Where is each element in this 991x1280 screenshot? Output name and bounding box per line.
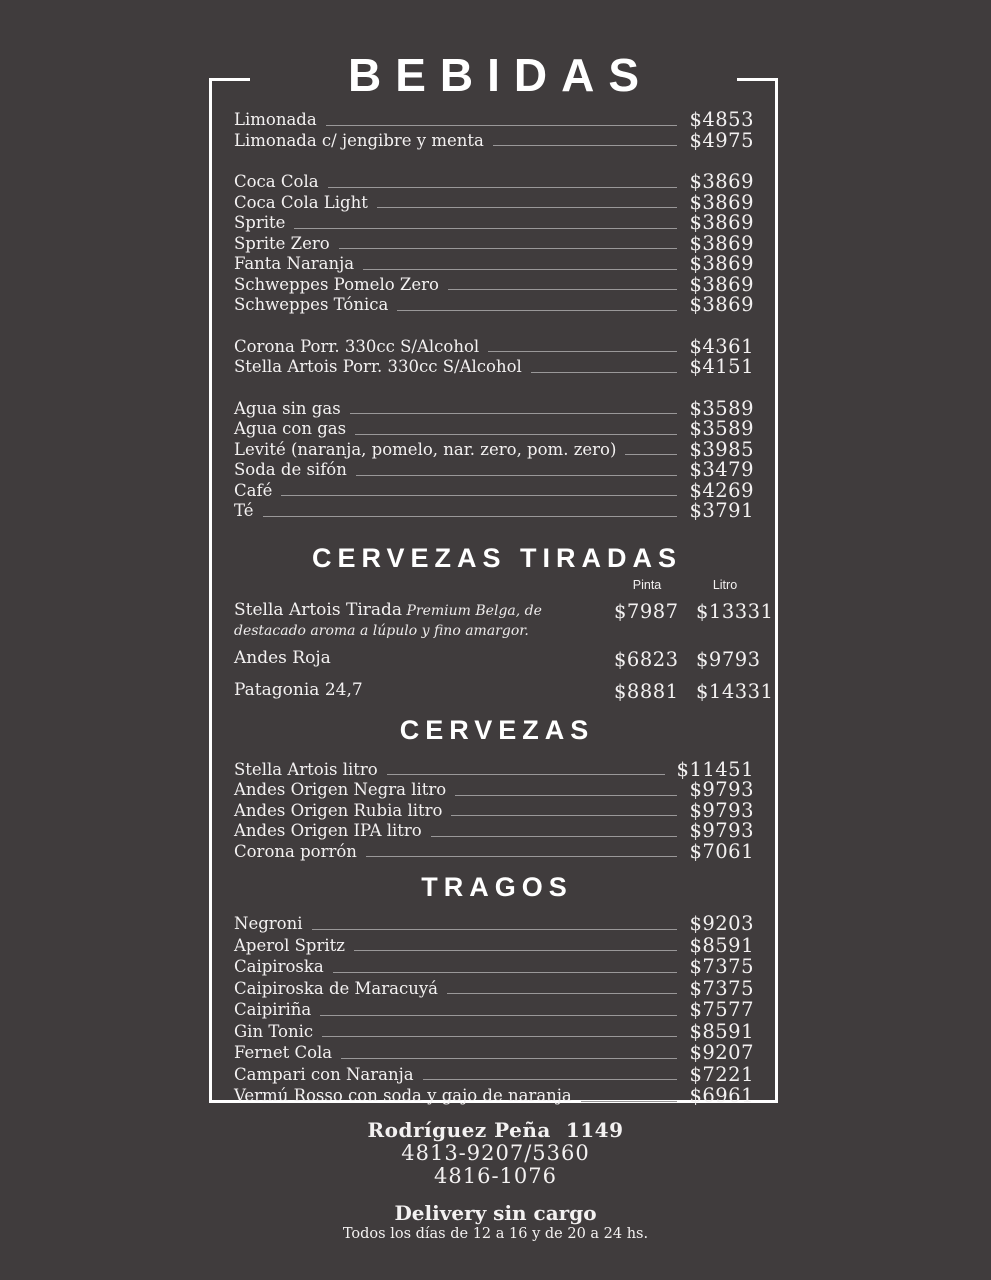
item-price: $7375: [689, 955, 754, 978]
leader-line: [341, 1058, 677, 1059]
menu-item-row: [234, 935, 754, 957]
item-name-cell: [234, 680, 598, 700]
item-price: $3479: [689, 458, 754, 481]
item-price-pinta: $6823: [614, 647, 679, 671]
menu-item-row: [234, 599, 774, 639]
item-price: $11451: [676, 757, 754, 781]
menu-item-row: [234, 190, 754, 214]
item-name: Soda de sifón: [234, 460, 347, 479]
leader-line: [493, 145, 678, 146]
footer-phone-1: 4813-9207/5360: [401, 1141, 590, 1165]
item-price: $3791: [689, 499, 754, 522]
menu-item-row: [234, 821, 754, 842]
leader-line: [531, 372, 678, 373]
item-price: $4853: [689, 108, 754, 131]
leader-line: [423, 1079, 678, 1080]
column-header-pinta: Pinta: [632, 577, 662, 592]
item-price: $7577: [689, 998, 754, 1021]
item-name: Limonada c/ jengibre y menta: [234, 130, 484, 150]
leader-line: [281, 495, 677, 496]
leader-line: [377, 207, 678, 208]
item-price-pinta: $7987: [614, 599, 679, 623]
leader-line: [356, 475, 678, 476]
menu-item-row: [234, 913, 754, 935]
section-cervezas: [234, 715, 754, 863]
menu-item-row: [234, 419, 754, 440]
footer: [0, 1118, 991, 1242]
leader-line: [625, 454, 677, 455]
leader-line: [451, 815, 677, 816]
item-price: $4151: [689, 355, 754, 378]
menu-item-row: [234, 999, 754, 1021]
item-name: Caipiriña: [234, 1000, 312, 1019]
menu-item-row: [234, 647, 761, 671]
menu-item-row: [234, 295, 754, 316]
item-name: Sprite Zero: [234, 233, 330, 253]
item-name: Corona porrón: [234, 841, 357, 861]
column-header-litro: Litro: [712, 577, 738, 592]
menu-item-row: [234, 396, 754, 420]
cervezas-items: [234, 757, 754, 863]
item-price: $3869: [689, 211, 754, 234]
item-name: Andes Origen Rubia litro: [234, 800, 443, 820]
item-name: Levité (naranja, pomelo, nar. zero, pom. zero): [234, 439, 617, 459]
item-name: Andes Origen Negra litro: [234, 780, 447, 799]
menu-item-row: [234, 254, 754, 275]
leader-line: [320, 1015, 677, 1016]
item-price: $7221: [689, 1062, 754, 1086]
item-price-litro: $9793: [696, 647, 761, 671]
menu-item-row: [234, 978, 754, 1000]
frame-top-right-tick: [737, 78, 775, 81]
item-name: Té: [234, 501, 254, 520]
tiradas-items: [234, 599, 774, 703]
menu-item-row: [234, 272, 754, 296]
menu-item-row: [234, 110, 754, 131]
item-name: Stella Artois Porr. 330cc S/Alcohol: [234, 357, 522, 376]
item-price: $3589: [689, 396, 754, 420]
item-price: $3985: [689, 437, 754, 461]
item-price: $3869: [689, 190, 754, 214]
section-tragos: [234, 872, 754, 1107]
leader-line: [326, 125, 678, 126]
item-price-litro: $14331: [696, 679, 774, 703]
item-name: Sprite: [234, 213, 286, 232]
item-name: Schweppes Pomelo Zero: [234, 274, 439, 294]
item-price-litro: $13331: [696, 599, 774, 623]
item-name: Coca Cola: [234, 172, 319, 191]
menu-item-row: [234, 1042, 754, 1064]
leader-line: [366, 856, 678, 857]
menu-item-row: [234, 1021, 754, 1043]
menu-item-row: [234, 231, 754, 255]
item-name: Limonada: [234, 110, 317, 129]
leader-line: [448, 289, 678, 290]
item-name: Agua con gas: [234, 419, 347, 438]
item-description: Premium Belga, de destacado aroma a lúpulo y fino amargor.: [234, 602, 542, 639]
leader-line: [397, 310, 677, 311]
item-name: Schweppes Tónica: [234, 295, 389, 314]
item-name: Fanta Naranja: [234, 254, 355, 273]
item-name-cell: [234, 600, 598, 639]
item-name: Campari con Naranja: [234, 1064, 414, 1084]
menu-item-row: [234, 460, 754, 481]
group-limonadas: [234, 110, 754, 151]
leader-line: [339, 248, 678, 249]
item-price: $9793: [689, 819, 754, 842]
leader-line: [312, 929, 678, 930]
item-price: $3869: [689, 293, 754, 316]
section-header-tragos: TRAGOS: [421, 872, 573, 902]
menu-frame: [209, 78, 778, 1107]
section-cervezas-tiradas: [234, 542, 774, 703]
item-name: Gin Tonic: [234, 1021, 314, 1041]
item-name: Agua sin gas: [234, 398, 341, 418]
leader-line: [328, 187, 678, 188]
menu-item-row: [234, 1085, 754, 1107]
item-name: Caipiroska de Maracuyá: [234, 978, 439, 998]
menu-item-row: [234, 213, 754, 234]
menu-item-row: [234, 1064, 754, 1086]
item-price: $4269: [689, 478, 754, 502]
item-price: $3869: [689, 170, 754, 193]
frame-top-left-tick: [212, 78, 250, 81]
item-price: $3869: [689, 252, 754, 275]
item-price: $9203: [689, 912, 754, 935]
item-name: Patagonia 24,7: [234, 679, 363, 700]
leader-line: [447, 993, 677, 994]
menu-title: BEBIDAS: [347, 49, 654, 101]
menu-item-row: [234, 478, 754, 502]
item-price: $8591: [689, 933, 754, 957]
item-price: $7375: [689, 976, 754, 1000]
tragos-items: [234, 913, 754, 1107]
item-name: Coca Cola Light: [234, 192, 368, 212]
menu-item-row: [234, 757, 754, 781]
menu-item-row: [234, 357, 754, 378]
item-price: $7061: [689, 839, 754, 863]
menu-item-row: [234, 780, 754, 801]
item-price: $9793: [689, 778, 754, 801]
section-header-cervezas-tiradas: CERVEZAS TIRADAS: [311, 542, 683, 573]
item-price: $3589: [689, 417, 754, 440]
leader-line: [431, 836, 678, 837]
leader-line: [581, 1101, 678, 1102]
section-header-cervezas: CERVEZAS: [399, 714, 595, 745]
item-price: $3869: [689, 231, 754, 255]
group-porrones-sin-alcohol: [234, 334, 754, 378]
menu-item-row: [234, 798, 754, 822]
menu-item-row: [234, 437, 754, 461]
leader-line: [294, 228, 677, 229]
item-name: Fernet Cola: [234, 1043, 333, 1062]
item-price: $4361: [689, 334, 754, 358]
item-price: $9207: [689, 1041, 754, 1064]
menu-item-row: [234, 334, 754, 358]
menu-item-row: [234, 956, 754, 978]
footer-delivery: Delivery sin cargo: [394, 1201, 597, 1225]
item-name: Caipiroska: [234, 957, 324, 976]
leader-line: [363, 269, 677, 270]
item-price: $3869: [689, 272, 754, 296]
item-name: Vermú Rosso con soda y gajo de naranja: [234, 1086, 572, 1105]
tiradas-column-headers: [234, 578, 754, 592]
item-price: $8591: [689, 1019, 754, 1043]
item-name-cell: [234, 648, 598, 668]
menu-item-row: [234, 501, 754, 522]
item-price: $4975: [689, 128, 754, 152]
spacer: [234, 578, 598, 592]
item-name: Andes Origen IPA litro: [234, 821, 422, 840]
menu-item-row: [234, 679, 774, 703]
item-name: Andes Roja: [234, 647, 331, 668]
leader-line: [455, 795, 677, 796]
item-name: Aperol Spritz: [234, 935, 345, 955]
leader-line: [350, 413, 678, 414]
leader-line: [387, 774, 665, 775]
footer-address: Rodríguez Peña 1149: [367, 1118, 624, 1142]
item-name: Negroni: [234, 914, 303, 933]
leader-line: [322, 1036, 677, 1037]
item-name: Stella Artois Tirada: [234, 599, 403, 620]
item-name: Corona Porr. 330cc S/Alcohol: [234, 336, 480, 356]
item-name: Stella Artois litro: [234, 759, 378, 779]
item-price: $9793: [689, 798, 754, 822]
leader-line: [354, 950, 678, 951]
group-aguas-infusiones: [234, 396, 754, 522]
footer-phone-2: 4816-1076: [434, 1164, 557, 1188]
item-price: $6961: [689, 1084, 754, 1107]
leader-line: [488, 351, 677, 352]
group-gaseosas: [234, 172, 754, 316]
leader-line: [263, 516, 678, 517]
item-name: Café: [234, 480, 273, 500]
leader-line: [355, 434, 677, 435]
menu-item-row: [234, 172, 754, 193]
item-price-pinta: $8881: [614, 679, 679, 703]
footer-hours: Todos los días de 12 a 16 y de 20 a 24 hs.: [342, 1226, 649, 1242]
menu-item-row: [234, 128, 754, 152]
leader-line: [333, 972, 678, 973]
menu-item-row: [234, 839, 754, 863]
